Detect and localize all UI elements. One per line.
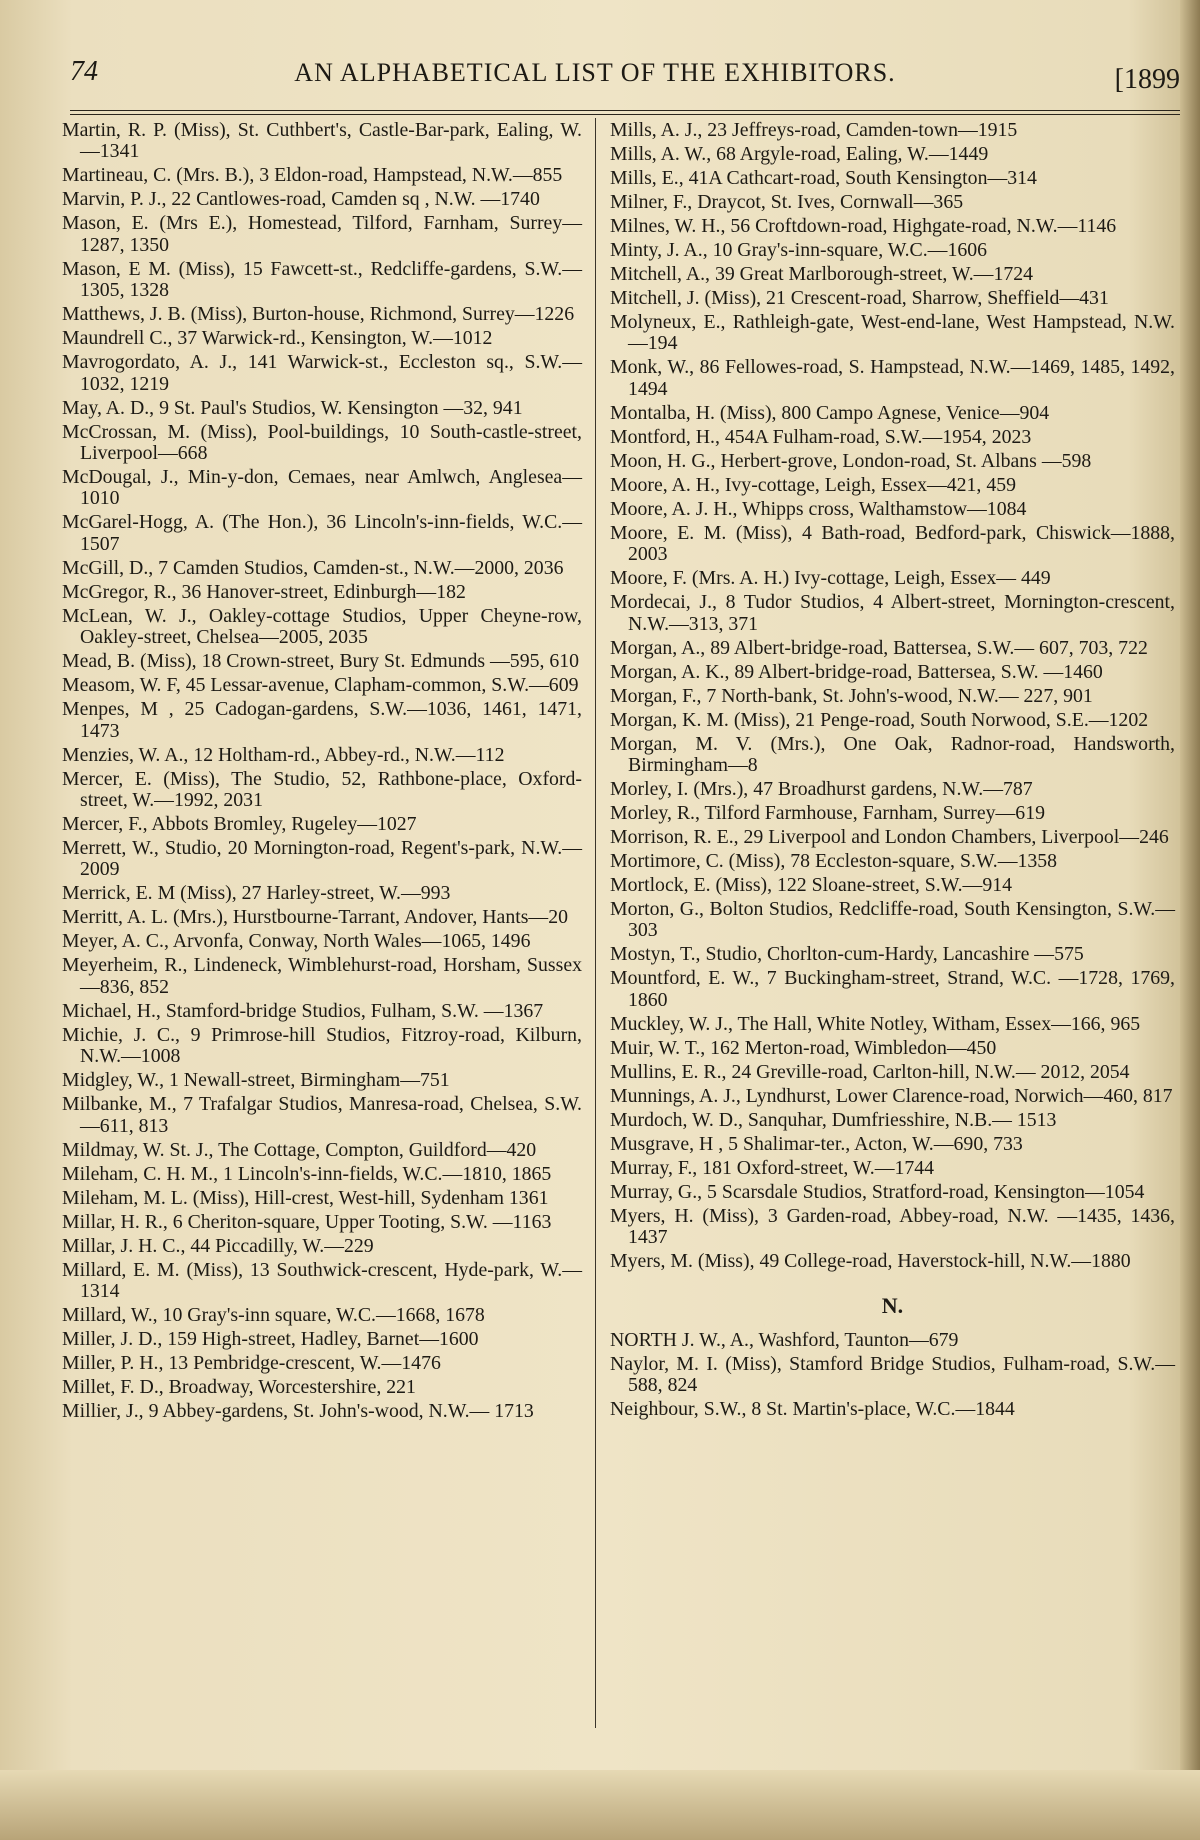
exhibitor-entry: Mercer, F., Abbots Bromley, Rugeley—1027 [62,813,417,836]
exhibitor-entry: Moore, A. J. H., Whipps cross, Walthamstow—1084 [610,497,1027,520]
exhibitor-entry: Morgan, F., 7 North-bank, St. John's-wood, N.W.— 227, 901 [610,684,1093,707]
exhibitor-entry: Morley, R., Tilford Farmhouse, Farnham, Surrey—619 [610,802,1045,825]
exhibitor-entry: Mountford, E. W., 7 Buckingham-street, Strand, W.C. —1728, 1769, 1860 [610,967,1175,1011]
exhibitor-entry: Meyerheim, R., Lindeneck, Wimblehurst-road, Horsham, Sussex—836, 852 [62,954,582,998]
exhibitor-entry: Millet, F. D., Broadway, Worcestershire, 221 [62,1376,416,1399]
exhibitor-entry: May, A. D., 9 St. Paul's Studios, W. Kensington —32, 941 [62,396,523,419]
exhibitor-entry: Michie, J. C., 9 Primrose-hill Studios, Fitzroy-road, Kilburn, N.W.—1008 [62,1023,582,1068]
exhibitor-entry: Morgan, A. K., 89 Albert-bridge-road, Battersea, S.W. —1460 [610,660,1103,683]
exhibitor-entry: Millar, H. R., 6 Cheriton-square, Upper Tooting, S.W. —1163 [62,1210,552,1233]
exhibitor-entry: Midgley, W., 1 Newall-street, Birmingham—751 [62,1069,450,1092]
exhibitor-entry: Miller, P. H., 13 Pembridge-crescent, W.—1476 [62,1352,441,1375]
exhibitor-entry: Morley, I. (Mrs.), 47 Broadhurst gardens, N.W.—787 [610,778,1033,801]
exhibitor-entry: Murray, F., 181 Oxford-street, W.—1744 [610,1156,935,1179]
exhibitor-entry: Mavrogordato, A. J., 141 Warwick-st., Eccleston sq., S.W.—1032, 1219 [62,351,582,395]
exhibitor-entry: Munnings, A. J., Lyndhurst, Lower Clarence-road, Norwich—460, 817 [610,1084,1173,1107]
exhibitor-entry: Michael, H., Stamford-bridge Studios, Fulham, S.W. —1367 [62,999,544,1022]
exhibitor-entry: Moore, E. M. (Miss), 4 Bath-road, Bedford-park, Chiswick—1888, 2003 [610,521,1175,566]
exhibitor-entry: Milnes, W. H., 56 Croftdown-road, Highgate-road, N.W.—1146 [610,215,1117,237]
exhibitor-entry: Monk, W., 86 Fellowes-road, S. Hampstead, N.W.—1469, 1485, 1492, 1494 [610,356,1175,400]
exhibitor-entry: Milner, F., Draycot, St. Ives, Cornwall—365 [610,191,964,213]
exhibitor-entry: Miller, J. D., 159 High-street, Hadley, Barnet—1600 [62,1328,479,1351]
exhibitor-entry: Neighbour, S.W., 8 St. Martin's-place, W.C.—1844 [610,1398,1015,1421]
exhibitor-entry: Montalba, H. (Miss), 800 Campo Agnese, Venice—904 [610,401,1050,424]
exhibitor-entry: Murray, G., 5 Scarsdale Studios, Stratford-road, Kensington—1054 [610,1180,1145,1203]
running-title: AN ALPHABETICAL LIST OF THE EXHIBITORS. [294,58,896,87]
exhibitor-entry: Muckley, W. J., The Hall, White Notley, Witham, Essex—166, 965 [610,1012,1141,1035]
exhibitor-entry: Merritt, A. L. (Mrs.), Hurstbourne-Tarrant, Andover, Hants—20 [62,906,568,929]
exhibitor-entry: Mason, E. (Mrs E.), Homestead, Tilford, Farnham, Surrey—1287, 1350 [62,212,582,256]
exhibitor-entry: Mileham, M. L. (Miss), Hill-crest, West-hill, Sydenham 1361 [62,1186,549,1209]
exhibitor-entry: Merrick, E. M (Miss), 27 Harley-street, W.—993 [62,882,451,905]
exhibitor-entry: Merrett, W., Studio, 20 Mornington-road, Regent's-park, N.W.—2009 [62,837,582,881]
right-column-entries [610,120,1175,1273]
exhibitor-entry: McGregor, R., 36 Hanover-street, Edinburgh—182 [62,580,466,603]
exhibitor-entry: Milbanke, M., 7 Trafalgar Studios, Manresa-road, Chelsea, S.W.—611, 813 [62,1093,582,1137]
section-n-entries [610,1330,1175,1421]
exhibitor-entry: Mills, A. J., 23 Jeffreys-road, Camden-town—1915 [610,119,1018,141]
page-edge-bottom [0,1770,1200,1840]
header-rule-thin [70,114,1180,115]
exhibitor-entry: NORTH J. W., A., Washford, Taunton—679 [610,1329,959,1352]
exhibitor-entry: Morton, G., Bolton Studios, Redcliffe-road, South Kensington, S.W.—303 [610,898,1175,942]
exhibitor-entry: Mason, E M. (Miss), 15 Fawcett-st., Redcliffe-gardens, S.W.—1305, 1328 [62,257,582,302]
right-column [610,120,1175,1423]
exhibitor-entry: Morgan, A., 89 Albert-bridge-road, Battersea, S.W.— 607, 703, 722 [610,636,1148,659]
left-column [62,120,582,1425]
column-divider [595,118,596,1728]
header-rule [70,110,1180,111]
exhibitor-entry: Matthews, J. B. (Miss), Burton-house, Richmond, Surrey—1226 [62,303,575,326]
exhibitor-entry: Mullins, E. R., 24 Greville-road, Carlton-hill, N.W.— 2012, 2054 [610,1060,1130,1083]
page-number: 74 [70,56,98,87]
exhibitor-entry: Mileham, C. H. M., 1 Lincoln's-inn-fields, W.C.—1810, 1865 [62,1162,552,1185]
exhibitor-entry: McDougal, J., Min-y-don, Cemaes, near Amlwch, Anglesea—1010 [62,466,582,510]
exhibitor-entry: Millier, J., 9 Abbey-gardens, St. John's-wood, N.W.— 1713 [62,1400,534,1423]
exhibitor-entry: Mortlock, E. (Miss), 122 Sloane-street, S.W.—914 [610,874,1012,897]
exhibitor-entry: Mortimore, C. (Miss), 78 Eccleston-square, S.W.—1358 [610,850,1058,873]
section-heading-n: N. [881,1292,904,1318]
exhibitor-entry: Mercer, E. (Miss), The Studio, 52, Rathbone-place, Oxford-street, W.—1992, 2031 [62,767,582,812]
exhibitor-entry: Mostyn, T., Studio, Chorlton-cum-Hardy, Lancashire —575 [610,943,1084,966]
exhibitor-entry: Mead, B. (Miss), 18 Crown-street, Bury St. Edmunds —595, 610 [62,650,580,673]
exhibitor-entry: Morgan, K. M. (Miss), 21 Penge-road, South Norwood, S.E.—1202 [610,708,1149,731]
exhibitor-entry: Menpes, M , 25 Cadogan-gardens, S.W.—1036, 1461, 1471, 1473 [62,698,582,742]
exhibitor-entry: Moon, H. G., Herbert-grove, London-road, St. Albans —598 [610,449,1092,472]
exhibitor-entry: Mills, E., 41A Cathcart-road, South Kensington—314 [610,167,1037,189]
exhibitor-entry: Menzies, W. A., 12 Holtham-rd., Abbey-rd., N.W.—112 [62,743,505,766]
exhibitor-entry: Montford, H., 454A Fulham-road, S.W.—1954, 2023 [610,425,1032,448]
exhibitor-entry: Marvin, P. J., 22 Cantlowes-road, Camden sq , N.W. —1740 [62,188,540,211]
exhibitor-entry: Mitchell, A., 39 Great Marlborough-street, W.—1724 [610,263,1034,285]
exhibitor-entry: Moore, A. H., Ivy-cottage, Leigh, Essex—421, 459 [610,473,1016,496]
exhibitor-entry: Mildmay, W. St. J., The Cottage, Compton, Guildford—420 [62,1138,537,1161]
page-header [70,56,1180,100]
exhibitor-entry: Muir, W. T., 162 Merton-road, Wimbledon—450 [610,1036,997,1059]
exhibitor-entry: Mitchell, J. (Miss), 21 Crescent-road, Sharrow, Sheffield—431 [610,287,1109,309]
exhibitor-entry: Martineau, C. (Mrs. B.), 3 Eldon-road, Hampstead, N.W.—855 [62,164,563,187]
exhibitor-entry: McLean, W. J., Oakley-cottage Studios, Upper Cheyne-row, Oakley-street, Chelsea—2005, 2035 [62,604,582,649]
exhibitor-entry: Naylor, M. I. (Miss), Stamford Bridge Studios, Fulham-road, S.W.—588, 824 [610,1353,1175,1397]
exhibitor-entry: Myers, H. (Miss), 3 Garden-road, Abbey-road, N.W. —1435, 1436, 1437 [610,1204,1175,1249]
exhibitor-entry: Millard, E. M. (Miss), 13 Southwick-crescent, Hyde-park, W.—1314 [62,1258,582,1303]
exhibitor-entry: Myers, M. (Miss), 49 College-road, Haverstock-hill, N.W.—1880 [610,1250,1131,1273]
exhibitor-entry: Measom, W. F, 45 Lessar-avenue, Clapham-common, S.W.—609 [62,674,579,697]
exhibitor-entry: Molyneux, E., Rathleigh-gate, West-end-lane, West Hampstead, N.W.—194 [610,311,1175,355]
exhibitor-entry: McCrossan, M. (Miss), Pool-buildings, 10 South-castle-street, Liverpool—668 [62,420,582,465]
page-edge-right [1180,0,1200,1840]
exhibitor-entry: Mordecai, J., 8 Tudor Studios, 4 Albert-street, Mornington-crescent, N.W.—313, 371 [610,591,1175,635]
exhibitor-entry: Maundrell C., 37 Warwick-rd., Kensington, W.—1012 [62,327,493,350]
exhibitor-entry: Morgan, M. V. (Mrs.), One Oak, Radnor-road, Handsworth, Birmingham—8 [610,732,1175,777]
exhibitor-entry: Morrison, R. E., 29 Liverpool and London Chambers, Liverpool—246 [610,826,1169,849]
exhibitor-entry: McGill, D., 7 Camden Studios, Camden-st., N.W.—2000, 2036 [62,556,564,579]
year-mark: [1899 [1114,64,1180,95]
exhibitor-entry: Murdoch, W. D., Sanquhar, Dumfriesshire, N.B.— 1513 [610,1108,1057,1131]
exhibitor-entry: Millard, W., 10 Gray's-inn square, W.C.—1668, 1678 [62,1304,485,1327]
exhibitor-entry: McGarel-Hogg, A. (The Hon.), 36 Lincoln's-inn-fields, W.C.—1507 [62,511,582,555]
exhibitor-entry: Minty, J. A., 10 Gray's-inn-square, W.C.—1606 [610,239,988,261]
exhibitor-entry: Meyer, A. C., Arvonfa, Conway, North Wales—1065, 1496 [62,930,531,953]
exhibitor-entry: Martin, R. P. (Miss), St. Cuthbert's, Castle-Bar-park, Ealing, W.—1341 [62,119,582,163]
exhibitor-entry: Millar, J. H. C., 44 Piccadilly, W.—229 [62,1234,374,1257]
exhibitor-entry: Moore, F. (Mrs. A. H.) Ivy-cottage, Leigh, Essex— 449 [610,567,1051,590]
exhibitor-entry: Musgrave, H , 5 Shalimar-ter., Acton, W.—690, 733 [610,1132,1023,1155]
exhibitor-entry: Mills, A. W., 68 Argyle-road, Ealing, W.—1449 [610,143,989,165]
